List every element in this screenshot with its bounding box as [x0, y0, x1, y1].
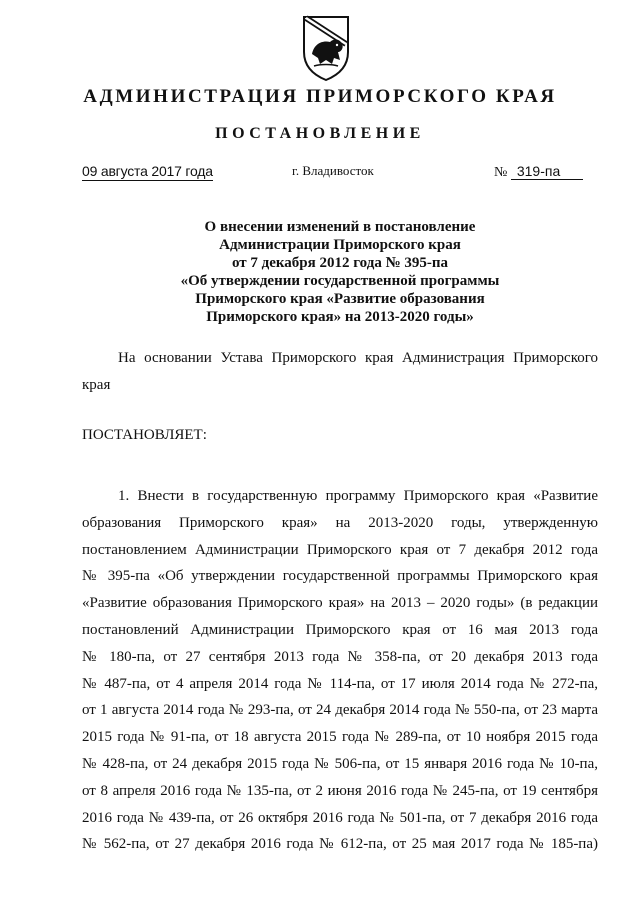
document-number-block: [494, 163, 583, 181]
item-1-line: «Развитие образования Приморского края» на 2013 – 2020 годы» (в редакции: [82, 595, 598, 612]
decree-word: ПОСТАНОВЛЯЕТ:: [82, 427, 207, 443]
item-1-paragraph: [82, 483, 598, 858]
item-1-line: от 1 августа 2014 года № 293-па, от 24 декабря 2014 года № 550-па, от 23 марта: [82, 702, 598, 719]
item-1-line: № 395-па «Об утверждении государственной программы Приморского края: [82, 568, 598, 585]
item-1-line: 2016 года № 439-па, от 26 октября 2016 года № 501-па, от 7 декабря 2016 года: [82, 809, 598, 826]
item-1-line: 2015 года № 91-па, от 18 августа 2015 года № 289-па, от 10 ноября 2015 года: [82, 729, 598, 746]
item-1-line: постановлением Администрации Приморского края от 7 декабря 2012 года: [82, 541, 598, 558]
document-city: г. Владивосток: [292, 163, 374, 178]
administration-heading: АДМИНИСТРАЦИЯ ПРИМОРСКОГО КРАЯ: [83, 86, 557, 107]
primorsky-coat-of-arms-icon: [300, 14, 352, 82]
item-1-line: 1. Внести в государственную программу Приморского края «Развитие: [118, 488, 598, 504]
document-title: [110, 218, 570, 326]
title-line: «Об утверждении государственной программы: [180, 273, 500, 289]
item-1-line: образования Приморского края» на 2013-2020 годы, утвержденную: [82, 514, 598, 531]
title-line: О внесении изменений в постановление: [204, 219, 476, 235]
title-line: Приморского края» на 2013-2020 годы»: [206, 309, 474, 325]
item-1-line: № 487-па, от 4 апреля 2014 года № 114-па, от 17 июля 2014 года № 272-па,: [82, 675, 598, 692]
document-date: 09 августа 2017 года: [82, 163, 213, 179]
item-1-line: № 562-па, от 27 декабря 2016 года № 612-па, от 25 мая 2017 года № 185-па): [82, 836, 598, 853]
number-label: №: [494, 165, 508, 180]
basis-paragraph: На основании Устава Приморского края Администрация Приморского края: [82, 350, 598, 393]
item-1-line: № 428-па, от 24 декабря 2015 года № 506-па, от 15 января 2016 года № 10-па,: [82, 755, 598, 772]
item-1-line: от 8 апреля 2016 года № 135-па, от 2 июня 2016 года № 245-па, от 19 сентября: [82, 782, 598, 799]
item-1-line: № 180-па, от 27 сентября 2013 года № 358-па, от 20 декабря 2013 года: [82, 648, 598, 665]
document-number: 319-па: [511, 163, 583, 180]
title-line: Администрации Приморского края: [219, 237, 461, 253]
document-type-heading: ПОСТАНОВЛЕНИЕ: [215, 125, 425, 142]
title-line: Приморского края «Развитие образования: [195, 291, 485, 307]
title-line: от 7 декабря 2012 года № 395-па: [231, 255, 449, 271]
item-1-line: постановлений Администрации Приморского края от 16 мая 2013 года: [82, 621, 598, 638]
